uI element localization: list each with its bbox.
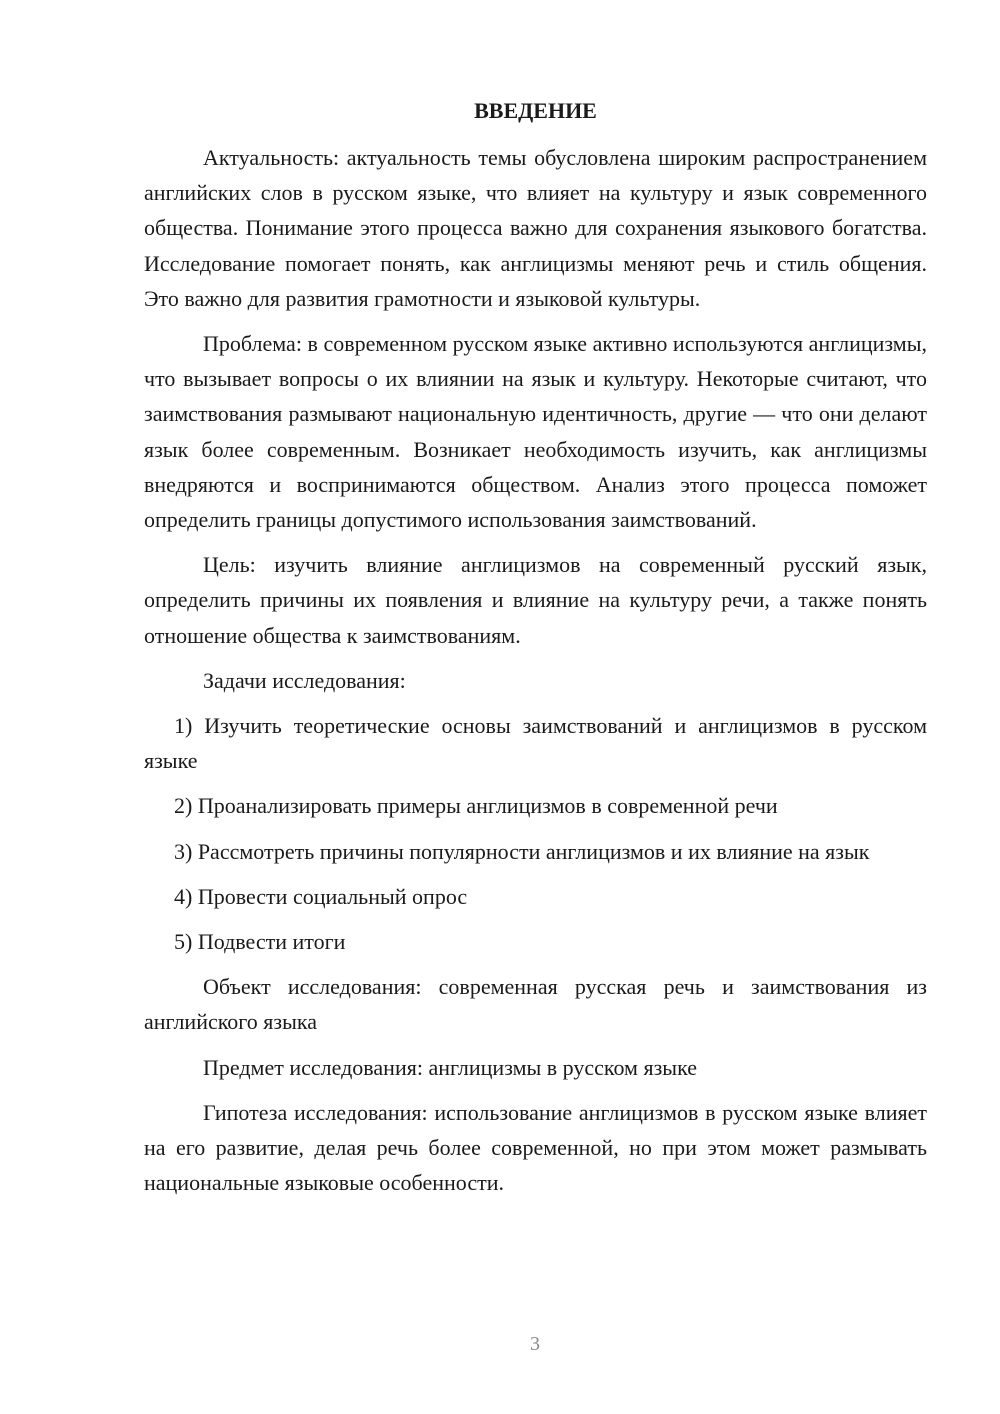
task-item-2: 2) Проанализировать примеры англицизмов в современной речи bbox=[174, 793, 778, 819]
paragraph-object: Объект исследования: современная русская речь и заимствования из английского языка bbox=[144, 974, 927, 1035]
paragraph-problem: Проблема: в современном русском языке активно используются англицизмы, что вызывает вопросы о их влиянии на язык и культуру. Некоторые считают, что заимствования размывают национальную идентичность, другие — что они делают язык более современным. Возникает необходимость изучить, как англицизмы внедряются и воспринимаются обществом. Анализ этого процесса поможет определить границы допустимого использования заимствований. bbox=[144, 331, 927, 533]
paragraph-goal: Цель: изучить влияние англицизмов на современный русский язык, определить причины их появления и влияние на культуру речи, а также понять отношение общества к заимствованиям. bbox=[144, 552, 927, 648]
paragraph-hypothesis: Гипотеза исследования: использование англицизмов в русском языке влияет на его развитие, делая речь более современной, но при этом может размывать национальные языковые особенности. bbox=[144, 1099, 927, 1196]
paragraph-subject: Предмет исследования: англицизмы в русском языке bbox=[203, 1054, 697, 1080]
task-item-3: 3) Рассмотреть причины популярности англицизмов и их влияние на язык bbox=[174, 838, 870, 864]
page-number: 3 bbox=[530, 1333, 540, 1355]
task-item-1: 1) Изучить теоретические основы заимствований и англицизмов в русском языке bbox=[144, 713, 927, 774]
document-page bbox=[144, 94, 927, 1200]
task-item-4: 4) Провести социальный опрос bbox=[174, 883, 468, 909]
page-title: ВВЕДЕНИЕ bbox=[474, 98, 597, 123]
paragraph-relevance: Актуальность: актуальность темы обусловлена широким распространением английских слов в русском языке, что влияет на культуру и язык современного общества. Понимание этого процесса важно для сохранения языкового богатства. Исследование помогает понять, как англицизмы меняют речь и стиль общения. Это важно для развития грамотности и языковой культуры. bbox=[144, 145, 927, 311]
tasks-heading: Задачи исследования: bbox=[203, 667, 406, 693]
task-item-5: 5) Подвести итоги bbox=[174, 929, 346, 955]
